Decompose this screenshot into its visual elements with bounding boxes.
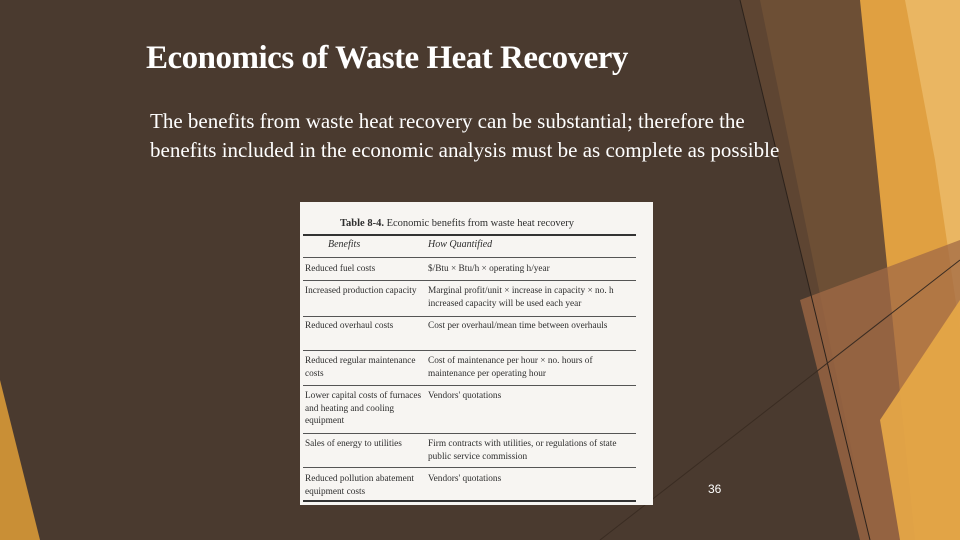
table-row-rule [303, 385, 636, 386]
table-cell-benefit: Reduced fuel costs [305, 264, 376, 274]
table-cell-benefit: Lower capital costs of furnaces and heating and cooling equipment [305, 391, 422, 427]
page-number: 36 [708, 482, 722, 496]
benefits-table [300, 202, 653, 505]
table-cell-quantified: Marginal profit/unit × increase in capacity × no. h increased capacity will be used each year [428, 286, 614, 309]
table-rule-top [303, 234, 636, 236]
table-caption-text: Economic benefits from waste heat recovery [386, 218, 575, 229]
table-cell-quantified: Firm contracts with utilities, or regulations of state public service commission [428, 439, 617, 462]
table-row-rule [303, 316, 636, 317]
slide-title: Economics of Waste Heat Recovery [146, 40, 628, 76]
table-rule-header [303, 257, 636, 258]
table-cell-benefit: Reduced regular maintenance costs [305, 356, 416, 379]
table-cell-benefit: Reduced overhaul costs [305, 321, 394, 331]
table-header-benefits: Benefits [328, 239, 361, 250]
table-rule-bottom [303, 500, 636, 502]
table-cell-benefit: Reduced pollution abatement equipment costs [305, 474, 414, 497]
table-caption [340, 218, 574, 229]
table-row-rule [303, 280, 636, 281]
slide-body-text: The benefits from waste heat recovery can be substantial; therefore the benefits included in the economic analysis must be as complete as possible [150, 109, 780, 162]
table-cell-benefit: Sales of energy to utilities [305, 439, 402, 449]
table-cell-benefit: Increased production capacity [305, 286, 417, 296]
table-caption-number: Table 8-4. [340, 218, 384, 229]
table-row-rule [303, 467, 636, 468]
table-cell-quantified: $/Btu × Btu/h × operating h/year [428, 264, 550, 274]
table-header-how-quantified: How Quantified [428, 239, 493, 250]
table-cell-quantified: Vendors' quotations [428, 474, 502, 484]
table-cell-quantified: Cost per overhaul/mean time between overhauls [428, 321, 608, 331]
table-row-rule [303, 433, 636, 434]
table-row-rule [303, 350, 636, 351]
table-cell-quantified: Vendors' quotations [428, 391, 502, 401]
left-corner-shape [0, 380, 40, 540]
table-cell-quantified: Cost of maintenance per hour × no. hours of maintenance per operating hour [428, 356, 593, 379]
